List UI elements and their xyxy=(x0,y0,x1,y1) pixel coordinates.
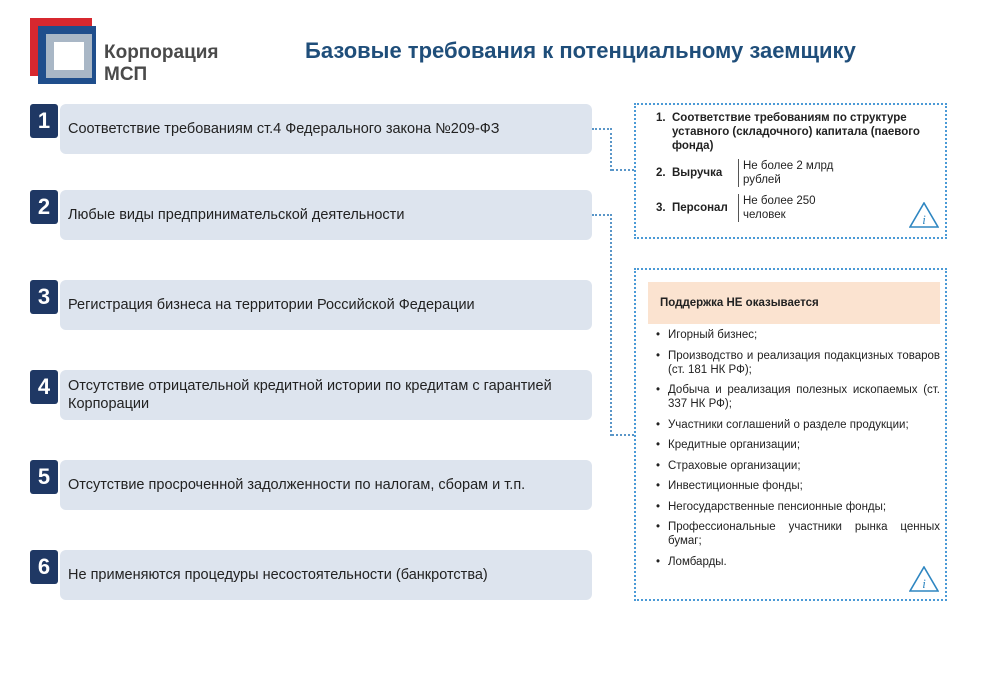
connector-1-end xyxy=(612,169,634,171)
requirement-number: 3 xyxy=(30,280,58,314)
connector-2-end xyxy=(612,434,634,436)
list-item: • Инвестиционные фонды; xyxy=(656,479,940,493)
requirement-5 xyxy=(30,460,592,510)
criteria-label: Персонал xyxy=(672,202,728,214)
connector-2 xyxy=(592,214,612,436)
requirement-3 xyxy=(30,280,592,330)
requirement-number: 5 xyxy=(30,460,58,494)
requirement-4 xyxy=(30,370,592,420)
criteria-panel xyxy=(634,103,947,239)
logo-line-2: МСП xyxy=(104,64,148,85)
requirement-2 xyxy=(30,190,592,240)
list-item: • Страховые организации; xyxy=(656,459,940,473)
info-icon xyxy=(909,202,939,228)
requirement-text: Любые виды предпринимательской деятельности xyxy=(60,190,592,240)
requirement-text: Отсутствие отрицательной кредитной истории по кредитам с гарантией Корпорации xyxy=(60,370,592,420)
criteria-item-3 xyxy=(656,201,728,215)
requirement-6 xyxy=(30,550,592,600)
criteria-value-revenue: Не более 2 млрд рублей xyxy=(738,159,856,187)
info-icon xyxy=(909,566,939,592)
exclusions-list xyxy=(656,328,940,575)
list-item: • Участники соглашений о разделе продукции; xyxy=(656,418,940,432)
requirement-number: 2 xyxy=(30,190,58,224)
logo xyxy=(30,18,230,88)
list-item: • Игорный бизнес; xyxy=(656,328,940,342)
exclusions-panel xyxy=(634,268,947,601)
list-item: • Производство и реализация подакцизных товаров (ст. 181 НК РФ); xyxy=(656,349,940,377)
criteria-value-staff: Не более 250 человек xyxy=(738,194,838,222)
requirement-number: 4 xyxy=(30,370,58,404)
requirement-number: 1 xyxy=(30,104,58,138)
svg-text:i: i xyxy=(922,576,926,591)
criteria-text: Соответствие требованиям по структуре уставного (складочного) капитала (паевого фонда) xyxy=(672,112,920,152)
page-title: Базовые требования к потенциальному заемщику xyxy=(305,38,856,63)
requirement-text: Отсутствие просроченной задолженности по налогам, сборам и т.п. xyxy=(60,460,592,510)
list-item: • Добыча и реализация полезных ископаемых (ст. 337 НК РФ); xyxy=(656,383,940,411)
criteria-item-1 xyxy=(656,111,936,153)
requirement-text: Регистрация бизнеса на территории Российской Федерации xyxy=(60,280,592,330)
requirement-1 xyxy=(30,104,592,154)
logo-square-inner xyxy=(54,42,84,70)
criteria-label: Выручка xyxy=(672,167,723,179)
list-item: • Кредитные организации; xyxy=(656,438,940,452)
criteria-number: 3. xyxy=(656,202,666,214)
criteria-item-2 xyxy=(656,166,722,180)
svg-text:i: i xyxy=(922,212,926,227)
list-item: • Профессиональные участники рынка ценных бумаг; xyxy=(656,520,940,548)
logo-text xyxy=(104,42,219,86)
list-item: • Негосударственные пенсионные фонды; xyxy=(656,500,940,514)
criteria-number: 2. xyxy=(656,167,666,179)
connector-1 xyxy=(592,128,612,171)
requirement-number: 6 xyxy=(30,550,58,584)
requirement-text: Соответствие требованиям ст.4 Федерального закона №209-ФЗ xyxy=(60,104,592,154)
criteria-number: 1. xyxy=(656,112,666,124)
exclusions-heading: Поддержка НЕ оказывается xyxy=(648,282,940,324)
logo-line-1: Корпорация xyxy=(104,42,219,63)
list-item: • Ломбарды. xyxy=(656,555,940,569)
requirement-text: Не применяются процедуры несостоятельности (банкротства) xyxy=(60,550,592,600)
